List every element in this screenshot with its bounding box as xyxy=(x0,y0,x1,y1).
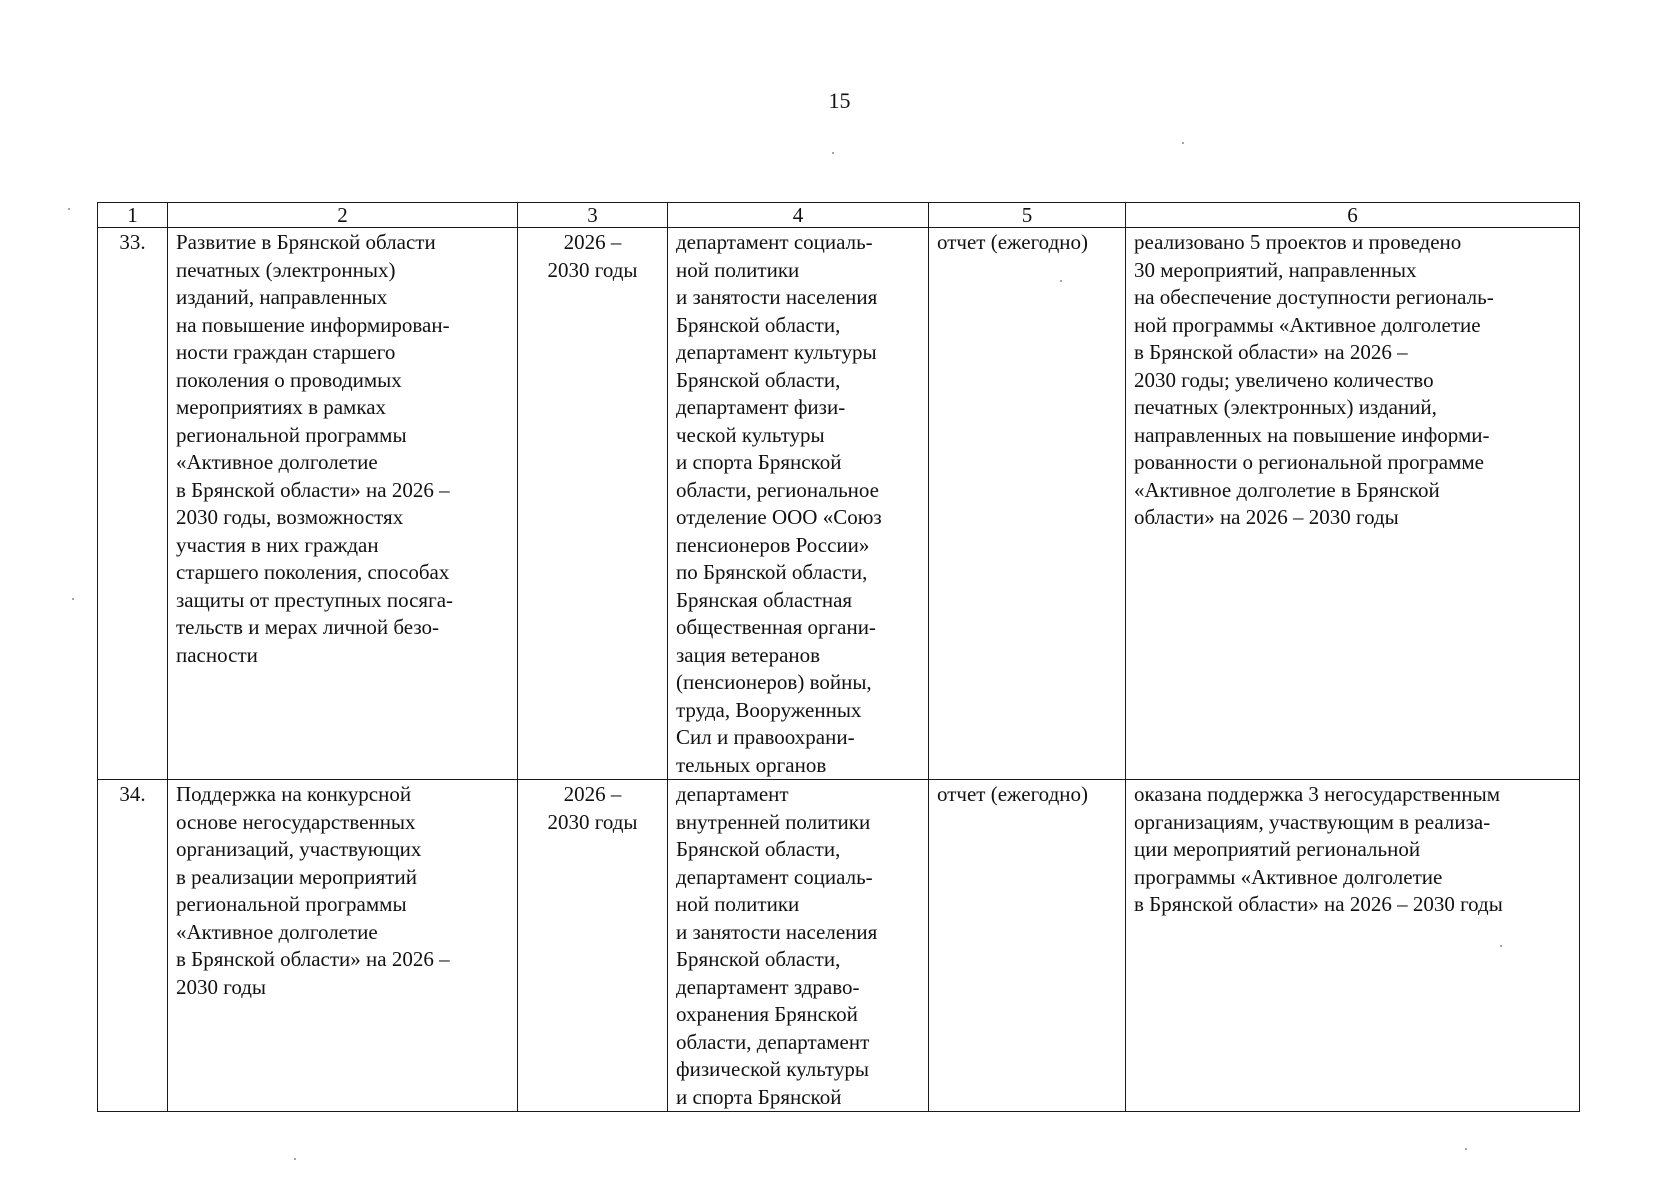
column-header-5: 5 xyxy=(929,203,1126,228)
event-cell xyxy=(168,228,518,780)
period-cell xyxy=(518,780,668,1112)
row-number xyxy=(98,780,168,1112)
executors-cell xyxy=(668,780,929,1112)
scan-speck xyxy=(68,208,70,210)
period-cell xyxy=(518,228,668,780)
table-header-row xyxy=(98,203,1580,228)
result-text: реализовано 5 проектов и проведено 30 мероприятий, направленных на обеспечение доступности региональ- ной программы «Активное долголетие в Брянской области» на 2026 – 2030 годы; увеличено количество печатных (электронных) изданий, направленных на повышение информи- рованности о региональной программе «Активное долголетие в Брянской области» на 2026 – 2030 годы xyxy=(1134,230,1494,529)
column-header-2: 2 xyxy=(168,203,518,228)
row-number-text: 33. xyxy=(119,230,146,254)
row-number-text: 34. xyxy=(119,782,146,806)
executors-cell xyxy=(668,228,929,780)
table-row xyxy=(98,780,1580,1112)
executors-text: департамент социаль- ной политики и занятости населения Брянской области, департамент культуры Брянской области, департамент физи- ческой культуры и спорта Брянской области, региональное отделение ООО «Союз пенсионеров России» по Брянской области, Брянская областная общественная органи- зация ветеранов (пенсионеров) войны, труда, Вооруженных Сил и правоохрани- тельных органов xyxy=(676,230,882,777)
scan-speck xyxy=(294,1158,296,1160)
column-header-1: 1 xyxy=(98,203,168,228)
scan-speck xyxy=(72,598,74,600)
report-text: отчет (ежегодно) xyxy=(937,782,1088,806)
scan-speck xyxy=(1500,945,1502,947)
scan-speck xyxy=(1465,1148,1467,1150)
row-number xyxy=(98,228,168,780)
scan-speck xyxy=(832,152,834,154)
event-text: Развитие в Брянской области печатных (электронных) изданий, направленных на повышение информирован- ности граждан старшего поколения о проводимых мероприятиях в рамках региональной программы «Активное долголетие в Брянской области» на 2026 – 2030 годы, возможностях участия в них граждан старшего поколения, способах защиты от преступных посяга- тельств и мерах личной безо- пасности xyxy=(176,230,454,667)
page-number: 15 xyxy=(828,88,851,113)
result-cell xyxy=(1126,228,1580,780)
scan-speck xyxy=(1182,142,1184,144)
period-text: 2026 – 2030 годы xyxy=(547,230,638,282)
column-header-4: 4 xyxy=(668,203,929,228)
report-cell xyxy=(929,228,1126,780)
column-header-3: 3 xyxy=(518,203,668,228)
period-text: 2026 – 2030 годы xyxy=(547,782,638,834)
report-text: отчет (ежегодно) xyxy=(937,230,1088,254)
executors-text: департамент внутренней политики Брянской области, департамент социаль- ной политики и занятости населения Брянской области, департамент здраво- охранения Брянской области, департамент физической культуры и спорта Брянской xyxy=(676,782,878,1109)
report-cell xyxy=(929,780,1126,1112)
event-cell xyxy=(168,780,518,1112)
result-text: оказана поддержка 3 негосударственным организациям, участвующим в реализа- ции мероприятий региональной программы «Активное долголетие в Брянской области» на 2026 – 2030 годы xyxy=(1134,782,1503,916)
column-header-6: 6 xyxy=(1126,203,1580,228)
result-cell xyxy=(1126,780,1580,1112)
measures-table xyxy=(97,202,1580,1112)
event-text: Поддержка на конкурсной основе негосударственных организаций, участвующих в реализации мероприятий региональной программы «Активное долголетие в Брянской области» на 2026 – 2030 годы xyxy=(176,782,450,999)
table-row xyxy=(98,228,1580,780)
scan-speck xyxy=(1060,280,1062,282)
